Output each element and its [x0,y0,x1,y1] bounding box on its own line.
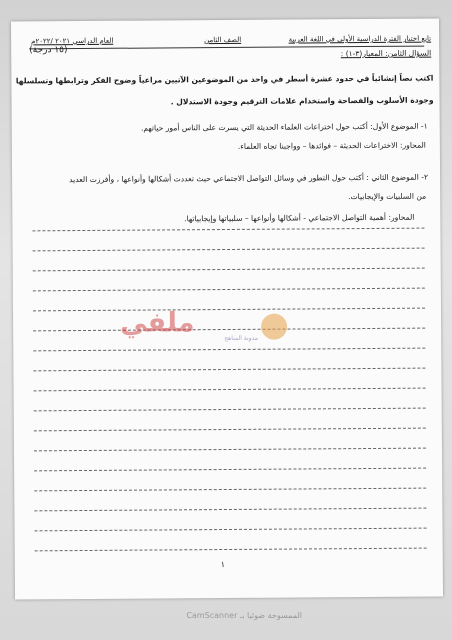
topic-2-continued: من السلبيات والإيجابيات. [348,191,427,202]
answer-line [34,428,426,432]
answer-line [34,388,426,392]
answer-line [35,528,427,532]
answer-line [33,288,425,292]
answer-line [35,548,427,552]
topic-2: ٢- الموضوع الثاني : أكتب حول التطور في وسائل التواصل الاجتماعي حيث تعددت أشكالها وأنواعها ، وأفرزت العديد [69,172,429,185]
answer-line [33,368,425,372]
answer-line [34,488,426,492]
instruction-line-1: اكتب نصاً إنشائياً في حدود عشرة أسطر في واحد من الموضوعين الآتيين مراعياً وضوح الفكر وترابطها وتسلسلها [15,73,434,86]
topic-1: ١- الموضوع الأول: أكتب حول اختراعات العلماء الحديثة التي يسرت على الناس أمور حياتهم. [140,121,428,133]
answer-line [34,508,426,512]
answer-line [34,408,426,412]
header-year: العام الدراسي ٢٠٢١ /٢٠٢٢م [31,36,114,46]
scanner-footer: الممسوحة ضوئيا بـ CamScanner [186,611,302,620]
question-marks: (١٥ درجة) [29,45,68,56]
watermark-seal-icon [261,314,287,340]
page-number: ١ [220,560,226,570]
answer-line [32,228,424,232]
answer-lines [32,228,426,561]
watermark-text: ملفي [119,307,195,339]
header-grade: الصف الثامن [204,35,242,45]
watermark-subtext: مدونة المناهج [224,334,258,343]
topic-2-axes: المحاور: أهمية التواصل الاجتماعي - أشكالها وأنواعها – سلبياتها وإيجابياتها. [184,212,415,224]
instruction-line-2: وجودة الأسلوب والفصاحة واستخدام علامات الترقيم وجودة الاستدلال . [170,95,434,107]
watermark-logo [116,307,276,350]
answer-line [33,248,425,252]
answer-line [34,448,426,452]
header-title: تابع اختبار الفترة الدراسية الأولى في اللغة العربية [288,34,432,44]
exam-paper [11,19,443,600]
topic-1-axes: المحاور: الاختراعات الحديثة – فوائدها – وواجبنا تجاه العلماء. [237,140,426,151]
answer-line [33,268,425,272]
question-heading: السؤال الثامن: المعيار(٣-١) : [340,48,432,59]
answer-line [34,468,426,472]
